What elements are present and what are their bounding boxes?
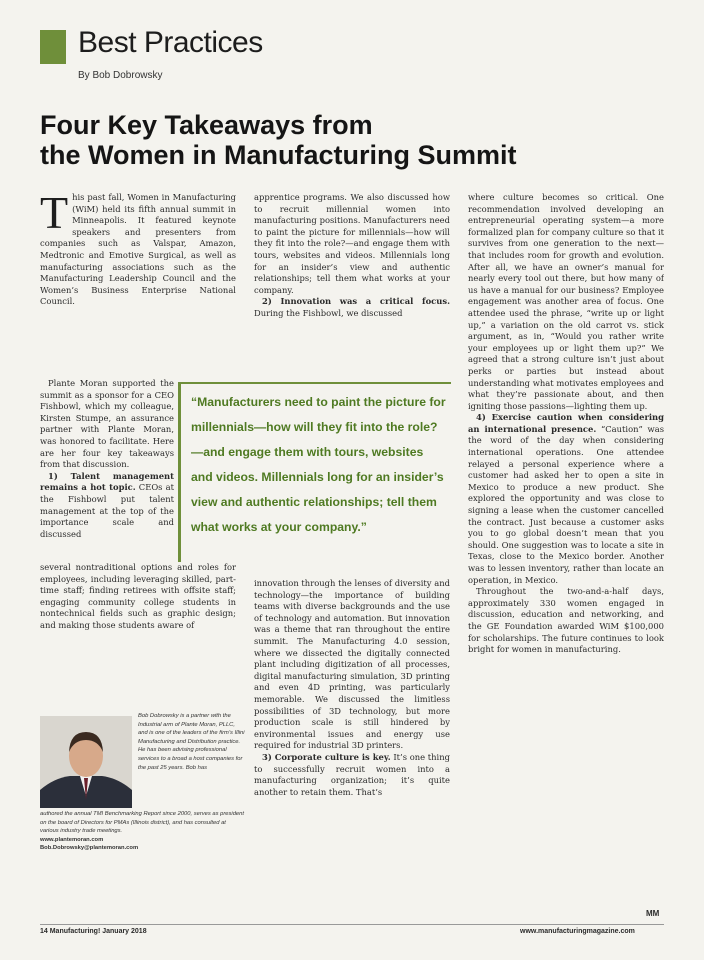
section-accent-bar (40, 30, 66, 64)
footer-page-info: 14 Manufacturing! January 2018 (40, 928, 147, 935)
subheading: 4) Exercise caution when considering an international presence. “Caution” was the word of the day when considering international operations. One attendee relayed a personal experience where a customer had asked her to open a site in Mexico to produce a new product. She explored the opportunity and was close to signing a lease when the customer cancelled the contract. Just because a customer asks you to go global doesn’t mean that you should. One suggestion was to locate a site in Texas, close to the Mexico border. Another was to lessen inventory, rather than locate an operation, in Mexico. (468, 412, 664, 585)
paragraph: Plante Moran supported the summit as a sponsor for a CEO Fishbowl, which my colleague, Kirsten Stumpe, an assurance partner with Plante Moran, was honored to facilitate. Here are her four key takeaways from that discussion. (40, 378, 174, 470)
end-mark: MM (646, 909, 660, 918)
author-website-link[interactable]: www.plantemoran.com (40, 836, 104, 843)
footer-website: www.manufacturingmagazine.com (520, 928, 635, 935)
subheading: 2) Innovation was a critical focus. During the Fishbowl, we discussed (254, 296, 450, 318)
section-title: Best Practices (78, 26, 263, 59)
author-email-link[interactable]: Bob.Dobrowsky@plantemoran.com (40, 845, 139, 852)
drop-cap: T (40, 192, 69, 238)
paragraph: Throughout the two-and-a-half days, approximately 330 women engaged in discussion, education and networking, and the GE Foundation awarded WiM $100,000 for scholarships. The future continues to look bright for women in manufacturing. (468, 586, 664, 655)
paragraph: several nontraditional options and roles for employees, including leveraging skilled, part-time staff; finding retirees with offsite staff; engaging community college students in nontechnical fields such as graphic design; and making those students aware of (40, 562, 236, 630)
article-title (40, 110, 660, 170)
paragraph: This past fall, Women in Manufacturing (WiM) held its fifth annual summit in Minneapolis. It featured keynote speakers and presenters from companies such as Valspar, Amazon, Medtronic and Emotive Surgical, as well as manufacturing associations such as the Manufacturing Leadership Council and the Women’s Business Enterprise National Council. (40, 192, 236, 307)
column-1-middle (40, 378, 174, 560)
column-1-top (40, 192, 236, 378)
pull-quote (178, 382, 451, 562)
column-2-bottom (254, 578, 450, 908)
title-line-2: the Women in Manufacturing Summit (40, 140, 517, 170)
subheading: 3) Corporate culture is key. It’s one thing to successfully recruit women into a manufacturing organization; it’s quite another to retain them. That’s (254, 751, 450, 797)
column-2-top (254, 192, 450, 380)
author-bio: Bob Dobrowsky is a partner with the Industrial arm of Plante Moran, PLLC, and is one of the leaders of the firm’s Illini Manufacturing and Distribution practice. He has been advising professional services to a broad a host companies for the past 25 years. Bob has (138, 713, 245, 771)
author-bio-continued: authored the annual TMI Benchmarking Report since 2000, serves as president on the board of Directors for PMAs (Illinois district), and has consulted at various industry trade meetings. www.plantemoran.com Bob.Dobrowsky@plantemoran.com (40, 811, 244, 852)
byline: By Bob Dobrowsky (78, 70, 163, 81)
pull-quote-text: “Manufacturers need to paint the picture for millennials—how will they fit into the role?—and engage them with tours, websites and videos. Millennials long for an insider’s view and authentic relationships; tell them what works at your company.” (191, 395, 446, 534)
column-1-bottom (40, 562, 236, 702)
paragraph: where culture becomes so critical. One recommendation involved developing an entrepreneurial operating system—a more formalized plan for company culture so that it survives from one generation to the next—that includes room for growth and evolution. After all, we have an owner’s manual for nearly every tool out there, but how many of us have a manual for our business? Employee engagement was another area of focus. One attendee used the phrase, “write up or light up,” a variation on the old carrot vs. stick argument, as in, “Would you rather write your employees up or light them up?” We agreed that a strong culture isn’t just about perks or parties but instead about understanding what motivates employees and what they’re passionate about, and then igniting those passions—lighting them up. (468, 192, 664, 411)
title-line-1: Four Key Takeaways from (40, 110, 373, 140)
paragraph: innovation through the lenses of diversity and technology—the importance of building teams with diverse backgrounds and the use of technology and automation. But innovation was a theme that ran throughout the entire summit. The Manufacturing 4.0 session, where we dissected the digitally connected plant including digitization of all processes, digital manufacturing simulation, 3D printing and even 4D printing, was particularly memorable. We discussed the limitless possibilities of 3D technology, but more production scale is still hindered by environmental issues and energy use required for industrial 3D printers. (254, 578, 450, 751)
author-photo (40, 716, 132, 808)
paragraph: apprentice programs. We also discussed how to recruit millennial women into manufacturing positions. Manufacturers need to paint the picture for millennials—how will they fit into the role?—and engage them with tours, websites and videos. Millennials long for an insider’s view and authentic relationships; tell them what works at your company. (254, 192, 450, 295)
subheading: 1) Talent management remains a hot topic. CEOs at the Fishbowl put talent management at the top of the importance scale and discussed (40, 470, 174, 539)
footer-rule (40, 924, 664, 925)
column-3 (468, 192, 664, 902)
author-portrait-icon (40, 716, 132, 808)
